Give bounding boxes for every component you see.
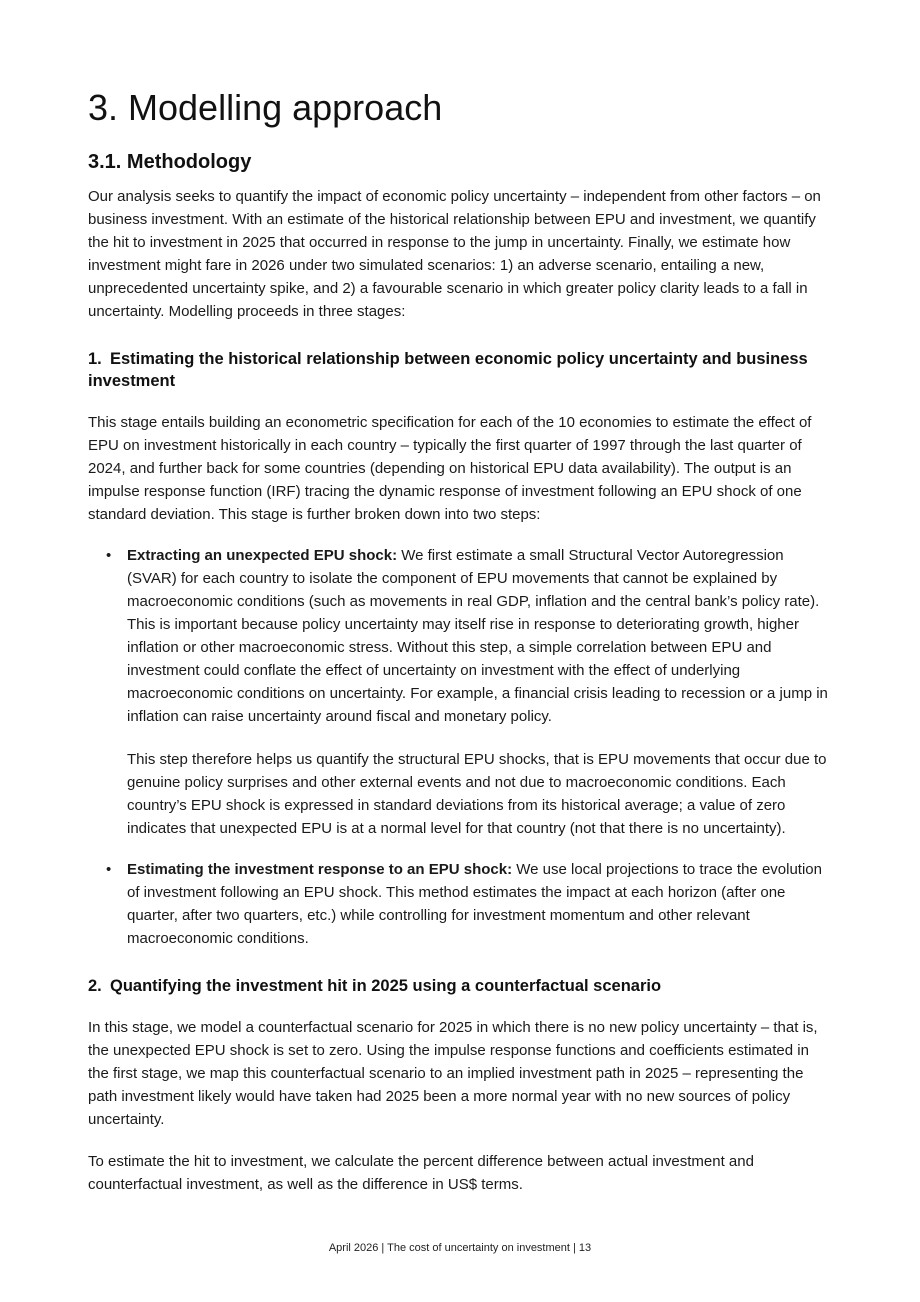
bullet-icon: • [106,861,112,878]
stage-2-title: Quantifying the investment hit in 2025 using a counterfactual scenario [110,977,662,995]
stage-2-body-1: In this stage, we model a counterfactual scenario for 2025 in which there is no new policy uncertainty – that is, the unexpected EPU shock is set to zero. Using the impulse response functions and coefficients estimated in the first stage, we map this counterfactual scenario to an implied investment path in 2025 – representing the path investment likely would have taken had 2025 been a more normal year with no new sources of policy uncertainty. [88,1019,818,1128]
stage-1-heading [88,348,808,392]
section-heading: 3.1. Methodology [88,151,252,173]
bullet-sub-paragraph: This step therefore helps us quantify the structural EPU shocks, that is EPU movements that occur due to genuine policy surprises and other external events and not due to macroeconomic conditions. Each country’s EPU shock is expressed in standard deviations from its historical average; a value of zero indicates that unexpected EPU is at a normal level for that country (not that there is no uncertainty). [127,751,827,837]
page-title: 3. Modelling approach [88,87,443,128]
bullet-text: We use local projections to trace the evolution of investment following an EPU shock. This method estimates the impact at each horizon (after one quarter, after two quarters, etc.) while controlling for investment momentum and other relevant macroeconomic conditions. [127,861,822,947]
stage-1-title: Estimating the historical relationship between economic policy uncertainty and business investment [88,350,808,390]
stage-1-body: This stage entails building an econometric specification for each of the 10 economies to estimate the effect of EPU on investment historically in each country – typically the first quarter of 1997 through the last quarter of 2024, and further back for some countries (depending on historical EPU data availability). The output is an impulse response function (IRF) tracing the dynamic response of investment following an EPU shock of one standard deviation. This stage is further broken down into two steps: [88,414,812,523]
stage-2-number: 2. [88,977,102,995]
stage-2-body-2: To estimate the hit to investment, we calculate the percent difference between actual investment and counterfactual investment, as well as the difference in US$ terms. [88,1153,754,1193]
bullet-lead: Extracting an unexpected EPU shock: [127,547,398,564]
bullet-icon: • [106,547,112,564]
bullet-item-extracting-shock [106,544,833,728]
intro-paragraph: Our analysis seeks to quantify the impact of economic policy uncertainty – independent from other factors – on business investment. With an estimate of the historical relationship between EPU and investment, we quantify the hit to investment in 2025 that occurred in response to the jump in uncertainty. Finally, we estimate how investment might fare in 2026 under two simulated scenarios: 1) an adverse scenario, entailing a new, unprecedented uncertainty spike, and 2) a favourable scenario in which greater policy clarity leads to a fall in uncertainty. Modelling proceeds in three stages: [88,188,821,320]
bullet-text: We first estimate a small Structural Vector Autoregression (SVAR) for each country to isolate the component of EPU movements that cannot be explained by macroeconomic conditions (such as movements in real GDP, inflation and the central bank’s policy rate). This is important because policy uncertainty may itself rise in response to deteriorating growth, higher inflation or other macroeconomic stress. Without this step, a simple correlation between EPU and investment could conflate the effect of uncertainty on investment with the effect of underlying macroeconomic conditions on uncertainty. For example, a financial crisis leading to recession or a jump in inflation can raise uncertainty around fiscal and monetary policy. [127,547,828,725]
stage-2-heading [88,975,828,997]
page-footer: April 2026 | The cost of uncertainty on investment | 13 [328,1242,592,1254]
stage-1-number: 1. [88,350,102,368]
bullet-item-investment-response [106,858,833,950]
bullet-lead: Estimating the investment response to an EPU shock: [127,861,513,878]
